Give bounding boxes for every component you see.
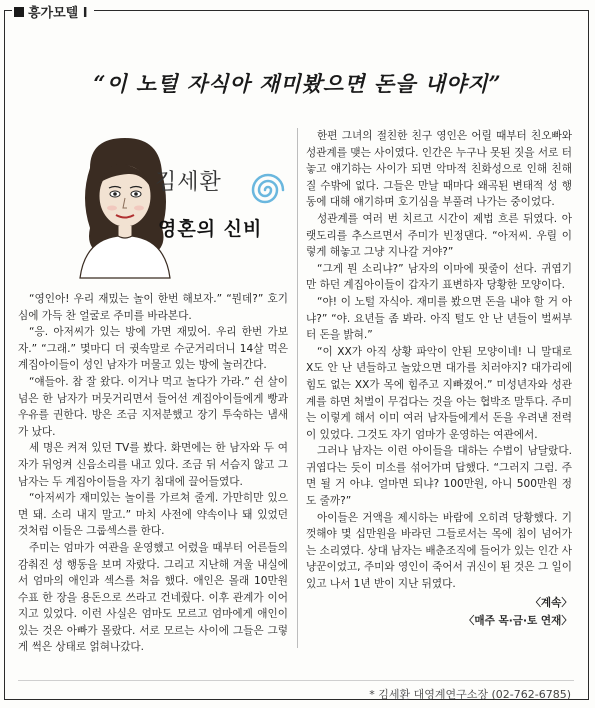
column-title: 영혼의 신비 [158, 218, 263, 240]
paragraph: 그러나 남자는 이런 아이들을 대하는 수법이 남달랐다. 귀엽다는 듯이 미소를 섞어가며 답했다. “그러지 그럼. 주면 될 거 아냐. 얼마면 되냐? 100만원, 아니 500만원 정도 줄까?” [306, 445, 572, 508]
paragraph: 성관계를 여러 번 치르고 시간이 제법 흐른 뒤였다. 아랫도리를 추스르면서 주미가 빈정댄다. “아저씨. 우릴 이렇게 해놓고 그냥 지나갈 거야?” [306, 212, 572, 259]
blue-swirl-icon [238, 170, 298, 210]
paragraph: 주미는 엄마가 여관을 운영했고 어렸을 때부터 어른들의 감춰진 성 행동을 보며 자랐다. 그리고 지난해 겨울 내실에서 엄마의 애인과 섹스를 처음 했다. 애인은 몰래 10만원 수표 한 장을 용돈으로 쓰라고 건네줬다. 이후 관계가 이어지고 있었다. 이런 사실은 엄마도 모르고 엄마에게 애인이 있는 것은 아빠가 몰랐다. 서로 모르는 사이에 그들은 그렇게 썩은 상태로 얽혀나갔다. [18, 541, 288, 654]
paragraph: “응. 아저씨가 있는 방에 가면 재밌어. 우리 한번 가보자.” “그래.” 몇마디 더 귓속말로 수군거리더니 14살 먹은 계집아이들이 성인 남자가 머물고 있는 방에 놀러간다. [18, 326, 288, 372]
paragraph: “야! 이 노털 자식아. 재미를 봤으면 돈을 내야 할 거 아냐?” “야. 요년들 좀 봐라. 아직 털도 안 난 년들이 벌써부터 돈을 밝혀.” [306, 295, 572, 342]
column-divider [297, 128, 298, 648]
headline: “이 노털 자식아 재미봤으면 돈을 내야지” [93, 71, 502, 96]
author-portrait-icon [50, 128, 200, 283]
paragraph: “그게 뭔 소리냐?” 남자의 이마에 핏줄이 선다. 귀엽기만 하던 계집아이들이 갑자기 표변하자 당황한 모양이다. [306, 262, 572, 292]
article-left-column [18, 291, 288, 656]
paragraph: “이 XX가 아직 상황 파악이 안된 모양이네! 니 말대로 X도 안 난 년들하고 놀았으면 대가를 치러야지? 대가리에 힘도 없는 XX가 목에 힘주고 지빠졌어.” 미성년자와 성관계를 하면 처벌이 무겁다는 것을 아는 협박조 말투다. 주미는 이렇게 해서 이미 여러 남자들에게서 돈을 우려낸 전력이 있었다. 그것도 자기 엄마가 운영하는 여관에서. [306, 345, 572, 441]
article-right-column [306, 128, 572, 630]
schedule-note: 〈매주 목·금·토 연재〉 [463, 615, 572, 628]
series-label: 흥가모텔 I [28, 6, 88, 21]
paragraph: 세 명은 켜져 있던 TV를 봤다. 화면에는 한 남자와 두 여자가 뒤엉켜 신음소리를 내고 있다. 조금 뒤 서슴지 않고 그 남자는 두 계집아이들을 자기 침대에 끌어들였다. [18, 442, 288, 488]
paragraph: 한편 그녀의 절친한 친구 영인은 어릴 때부터 친오빠와 성관계를 맺는 사이였다. 인간은 누구나 못된 짓을 서로 터놓고 얘기하는 사이가 되면 악마적 친화성으로 인해 친해질 수밖에 없다. 그들은 만날 때마다 왜곡된 변태적 성 행동에 대해 얘기하며 호기심을 부풀려 나가는 중이었다. [306, 130, 572, 209]
author-name: 김세환 [155, 170, 222, 195]
paragraph: “아저씨가 재미있는 놀이를 가르쳐 줄게. 가만히만 있으면 돼. 소리 내지 말고.” 마치 사전에 약속이나 돼 있었던 것처럼 이들은 그룹섹스를 한다. [18, 492, 288, 538]
author-credit: * 김세환 대영계연구소장 (02-762-6785) [369, 688, 571, 701]
continued-mark: 〈계속〉 [530, 596, 572, 609]
black-square-icon [14, 7, 24, 17]
paragraph: 아이들은 거액을 제시하는 바람에 오히려 당황했다. 기껏해야 몇 십만원을 바라던 그들로서는 목에 침이 넘어가는 소리였다. 상대 남자는 배춘조직에 들어가 있는 인간 사냥꾼이었고, 주미와 영인이 죽어서 귀신이 된 것은 그 일이 있고 나서 1년 반이 지난 뒤였다. [306, 511, 572, 591]
paragraph: “영인아! 우리 재밌는 놀이 한번 해보자.” “뭔데?” 호기심에 가득 찬 얼굴로 주미를 바라본다. [18, 293, 288, 322]
paragraph: “얘들아. 참 잘 왔다. 이거나 먹고 놀다가 가라.” 쉰 살이 넘은 한 남자가 머뭇거리면서 들어선 계집아이들에게 빵과 우유를 권한다. 방은 조금 지저분했고 장기 투숙하는 냄새가 났다. [18, 375, 288, 438]
footer-divider [18, 680, 574, 681]
series-tag [12, 2, 94, 21]
